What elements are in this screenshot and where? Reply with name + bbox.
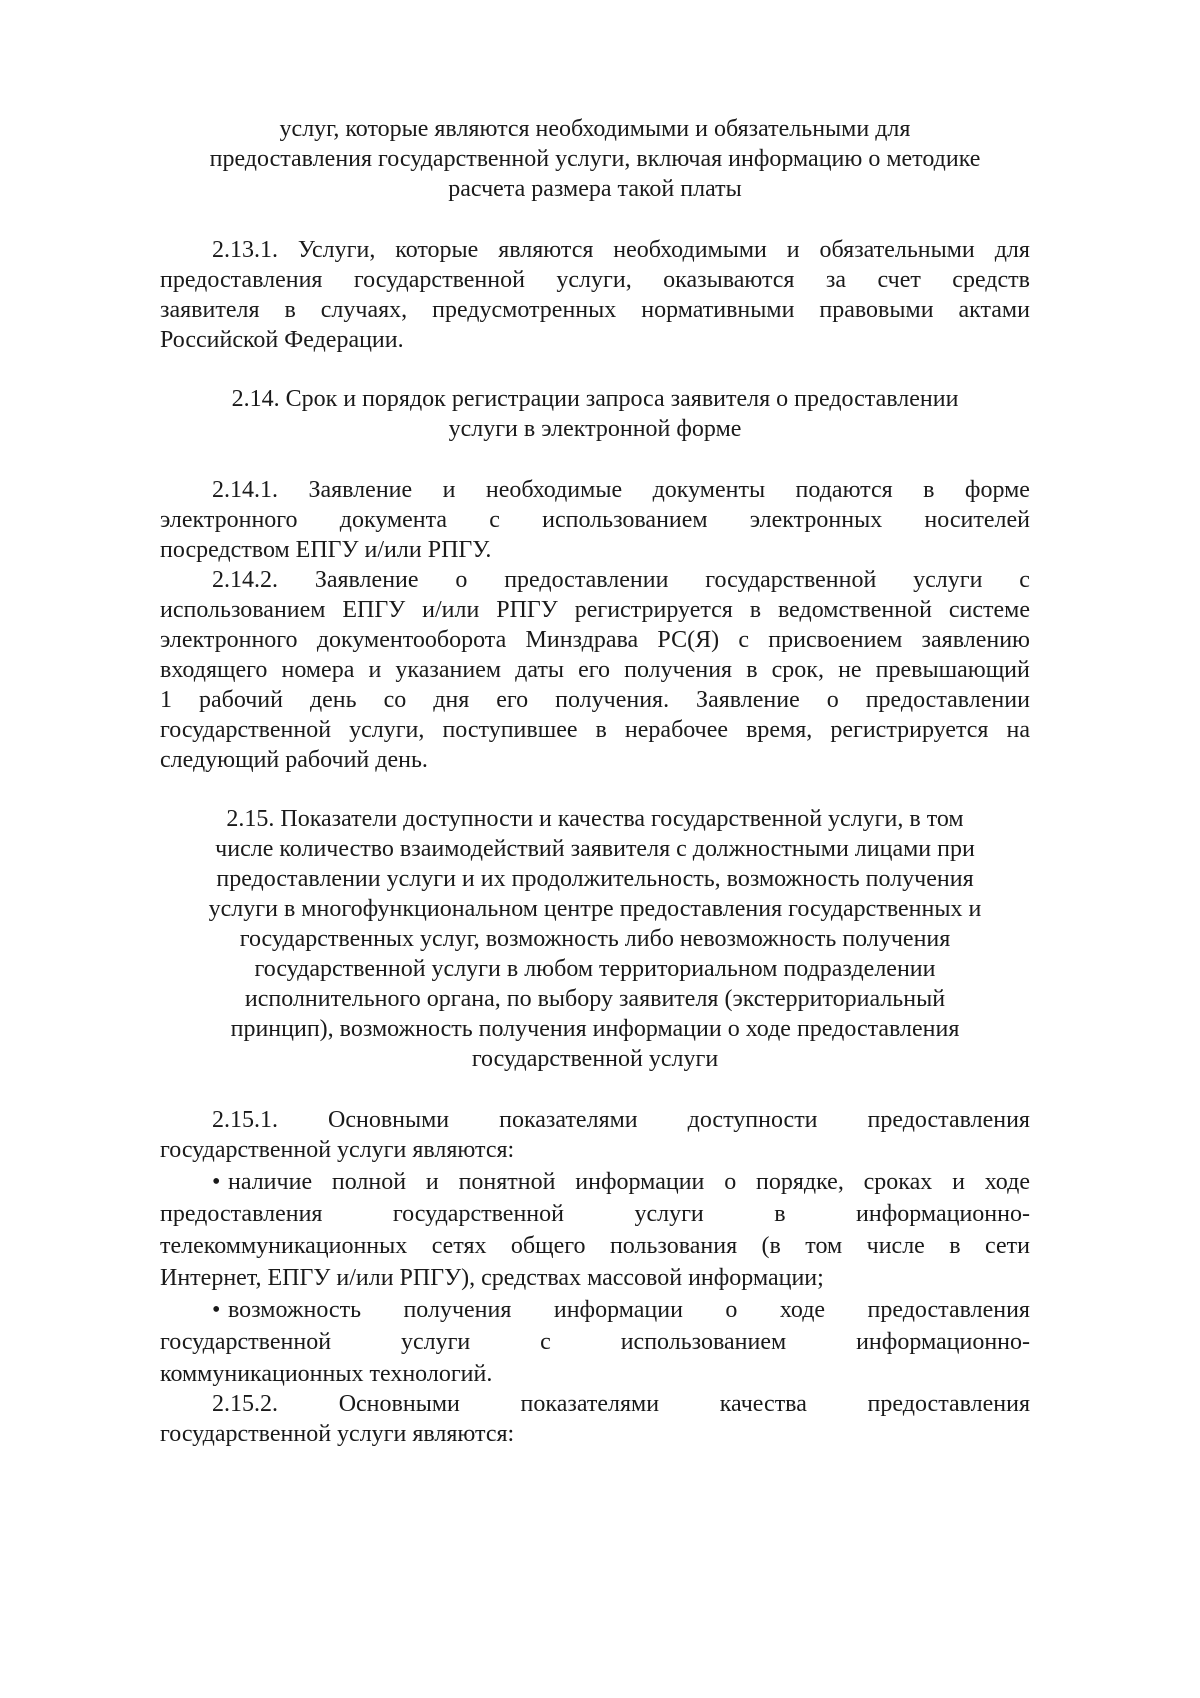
paragraph-line xyxy=(212,1104,1030,1136)
word: на xyxy=(1006,717,1030,743)
word: даты xyxy=(515,657,564,683)
word: РПГУ xyxy=(496,597,558,623)
word: время, xyxy=(746,717,813,743)
word: правовыми xyxy=(819,297,934,323)
word: регистрируется xyxy=(574,597,733,623)
paragraph-line xyxy=(160,654,1030,686)
word: предоставления xyxy=(867,1391,1030,1417)
section-heading: государственной услуги в любом территориальном подразделении xyxy=(254,956,936,982)
word: номера xyxy=(281,657,355,683)
word: подаются xyxy=(795,477,893,503)
word: являются xyxy=(498,237,594,263)
bullet-item-line xyxy=(160,1230,1030,1262)
word: полной xyxy=(331,1169,407,1195)
word: предоставления xyxy=(160,267,323,293)
word: регистрируется xyxy=(830,717,989,743)
bullet-item-line xyxy=(212,1166,1030,1198)
word: предусмотренных xyxy=(432,297,617,323)
word: • наличие xyxy=(212,1166,312,1198)
paragraph-line xyxy=(212,564,1030,596)
paragraph-line xyxy=(160,594,1030,626)
word: в xyxy=(595,717,607,743)
word: присвоением xyxy=(768,627,903,653)
word: пользования xyxy=(609,1233,738,1259)
word: порядке, xyxy=(756,1169,844,1195)
word: информационно- xyxy=(856,1201,1030,1227)
word: получения xyxy=(403,1297,512,1323)
word: 2.13.1. xyxy=(212,237,278,263)
word: обязательными xyxy=(819,237,975,263)
word: срок, xyxy=(771,657,824,683)
section-heading: услуги в многофункциональном центре предоставления государственных и xyxy=(208,896,982,922)
section-heading: 2.14. Срок и порядок регистрации запроса заявителя о предоставлении xyxy=(231,386,959,412)
word: электронного xyxy=(160,507,298,533)
word: числе xyxy=(866,1233,925,1259)
word: сети xyxy=(985,1233,1030,1259)
word: предоставления xyxy=(160,1201,323,1227)
word: средств xyxy=(952,267,1030,293)
word: РС(Я) xyxy=(657,627,720,653)
bullet-item-line: коммуникационных технологий. xyxy=(160,1361,493,1387)
section-heading: предоставлении услуги и их продолжительность, возможность получения xyxy=(216,866,974,892)
word: необходимыми xyxy=(613,237,767,263)
word: нормативными xyxy=(641,297,795,323)
word: ходе xyxy=(984,1169,1030,1195)
word: доступности xyxy=(687,1107,818,1133)
word: Основными xyxy=(338,1391,460,1417)
paragraph-line xyxy=(160,264,1030,296)
word: услуги xyxy=(913,567,983,593)
word: и xyxy=(786,237,800,263)
word: в xyxy=(774,1201,786,1227)
word: предоставлении xyxy=(504,567,669,593)
paragraph-line: Российской Федерации. xyxy=(160,327,404,353)
section-heading: числе количество взаимодействий заявителя с должностными лицами при xyxy=(215,836,975,862)
word: 2.14.2. xyxy=(212,567,278,593)
section-heading: 2.15. Показатели доступности и качества государственной услуги, в том xyxy=(226,806,964,832)
word: документы xyxy=(652,477,766,503)
heading-line: расчета размера такой платы xyxy=(448,176,742,202)
section-heading: принцип), возможность получения информации о ходе предоставления xyxy=(230,1016,960,1042)
word: показателями xyxy=(499,1107,638,1133)
word: использованием xyxy=(542,507,708,533)
word: получения xyxy=(624,657,733,683)
word: за xyxy=(825,267,847,293)
word: предоставления xyxy=(867,1297,1030,1323)
word: с xyxy=(489,507,500,533)
word: его xyxy=(578,657,611,683)
paragraph-line: государственной услуги являются: xyxy=(160,1137,515,1163)
paragraph-line xyxy=(212,1388,1030,1420)
word: носителей xyxy=(924,507,1030,533)
heading-line: предоставления государственной услуги, включая информацию о методике xyxy=(209,146,981,172)
word: предоставления xyxy=(867,1107,1030,1133)
word: понятной xyxy=(458,1169,556,1195)
word: о xyxy=(725,1297,738,1323)
word: со xyxy=(383,687,407,713)
word: системе xyxy=(948,597,1030,623)
word: о xyxy=(455,567,468,593)
word: с xyxy=(540,1329,551,1355)
word: использованием xyxy=(160,597,326,623)
word: сетях xyxy=(431,1233,487,1259)
word: государственной xyxy=(705,567,877,593)
word: счет xyxy=(877,267,921,293)
word: Услуги, xyxy=(297,237,376,263)
word: и xyxy=(425,1169,439,1195)
section-heading: исполнительного органа, по выбору заявителя (экстерриториальный xyxy=(244,986,946,1012)
word: информационно- xyxy=(856,1329,1030,1355)
word: общего xyxy=(510,1233,586,1259)
word: документа xyxy=(339,507,448,533)
word: заявлению xyxy=(921,627,1030,653)
word: сроках xyxy=(863,1169,933,1195)
word: услуги, xyxy=(556,267,632,293)
word: входящего xyxy=(160,657,268,683)
word: том xyxy=(805,1233,843,1259)
word: необходимые xyxy=(485,477,623,503)
bullet-glyph: • xyxy=(212,1169,221,1195)
word: государственной xyxy=(353,267,525,293)
section-heading: государственных услуг, возможность либо невозможность получения xyxy=(239,926,951,952)
word: ведомственной xyxy=(777,597,932,623)
heading-line: услуг, которые являются необходимыми и обязательными для xyxy=(279,116,911,142)
word: с xyxy=(738,627,749,653)
word: в xyxy=(746,657,758,683)
word: рабочий xyxy=(198,687,283,713)
word: 2.14.1. xyxy=(212,477,278,503)
section-heading: государственной услуги xyxy=(471,1046,719,1072)
word: Минздрава xyxy=(525,627,639,653)
word: о xyxy=(826,687,839,713)
word: услуги xyxy=(400,1329,471,1355)
word: заявителя xyxy=(160,297,260,323)
word: и/или xyxy=(422,597,480,623)
word: услуги, xyxy=(349,717,425,743)
word: (в xyxy=(761,1233,781,1259)
word: поступившее xyxy=(442,717,578,743)
word: в xyxy=(923,477,935,503)
word: услуги xyxy=(634,1201,704,1227)
word: оказываются xyxy=(663,267,795,293)
word: документооборота xyxy=(316,627,507,653)
word: электронного xyxy=(160,627,298,653)
word: предоставлении xyxy=(865,687,1030,713)
word: его xyxy=(496,687,529,713)
bullet-glyph: • xyxy=(212,1297,221,1323)
paragraph-line xyxy=(160,684,1030,716)
word: государственной xyxy=(392,1201,564,1227)
word: превышающий xyxy=(875,657,1030,683)
paragraph-line xyxy=(160,504,1030,536)
word: дня xyxy=(433,687,470,713)
word: актами xyxy=(958,297,1030,323)
word: ЕПГУ xyxy=(342,597,406,623)
word: не xyxy=(838,657,862,683)
word: • возможность xyxy=(212,1294,361,1326)
word: день xyxy=(309,687,357,713)
paragraph-line: следующий рабочий день. xyxy=(160,747,428,773)
word: информации xyxy=(575,1169,705,1195)
word: и xyxy=(952,1169,965,1195)
paragraph-line: посредством ЕПГУ и/или РПГУ. xyxy=(160,537,492,563)
word: Заявление xyxy=(308,477,413,503)
word: государственной xyxy=(160,717,332,743)
word: для xyxy=(994,237,1030,263)
paragraph-line xyxy=(160,714,1030,746)
word: Основными xyxy=(327,1107,450,1133)
word: 2.15.1. xyxy=(212,1107,278,1133)
word: с xyxy=(1019,567,1030,593)
word: телекоммуникационных xyxy=(160,1233,408,1259)
word: электронных xyxy=(749,507,883,533)
bullet-item-line xyxy=(160,1326,1030,1358)
word: форме xyxy=(964,477,1030,503)
word: Заявление xyxy=(314,567,419,593)
word: 1 xyxy=(160,687,172,713)
section-heading: услуги в электронной форме xyxy=(448,416,742,442)
paragraph-line xyxy=(160,294,1030,326)
word: и xyxy=(442,477,456,503)
word: в xyxy=(749,597,762,623)
word: о xyxy=(724,1169,737,1195)
word: государственной xyxy=(160,1329,332,1355)
bullet-item-line: Интернет, ЕПГУ и/или РПГУ), средствах массовой информации; xyxy=(160,1265,824,1291)
bullet-item-line xyxy=(160,1198,1030,1230)
word: Заявление xyxy=(696,687,800,713)
word: в xyxy=(284,297,296,323)
paragraph-line xyxy=(160,624,1030,656)
paragraph-line xyxy=(212,234,1030,266)
word: показателями xyxy=(520,1391,660,1417)
word: получения. xyxy=(555,687,670,713)
word: использованием xyxy=(620,1329,787,1355)
word: случаях, xyxy=(320,297,408,323)
word: указанием xyxy=(395,657,502,683)
paragraph-line xyxy=(212,474,1030,506)
word: 2.15.2. xyxy=(212,1391,278,1417)
bullet-item-line xyxy=(212,1294,1030,1326)
word: в xyxy=(949,1233,961,1259)
word: нерабочее xyxy=(624,717,729,743)
paragraph-line: государственной услуги являются: xyxy=(160,1421,515,1447)
word: и xyxy=(368,657,382,683)
word: ходе xyxy=(779,1297,826,1323)
word: которые xyxy=(395,237,479,263)
word: информации xyxy=(553,1297,683,1323)
word: качества xyxy=(719,1391,807,1417)
